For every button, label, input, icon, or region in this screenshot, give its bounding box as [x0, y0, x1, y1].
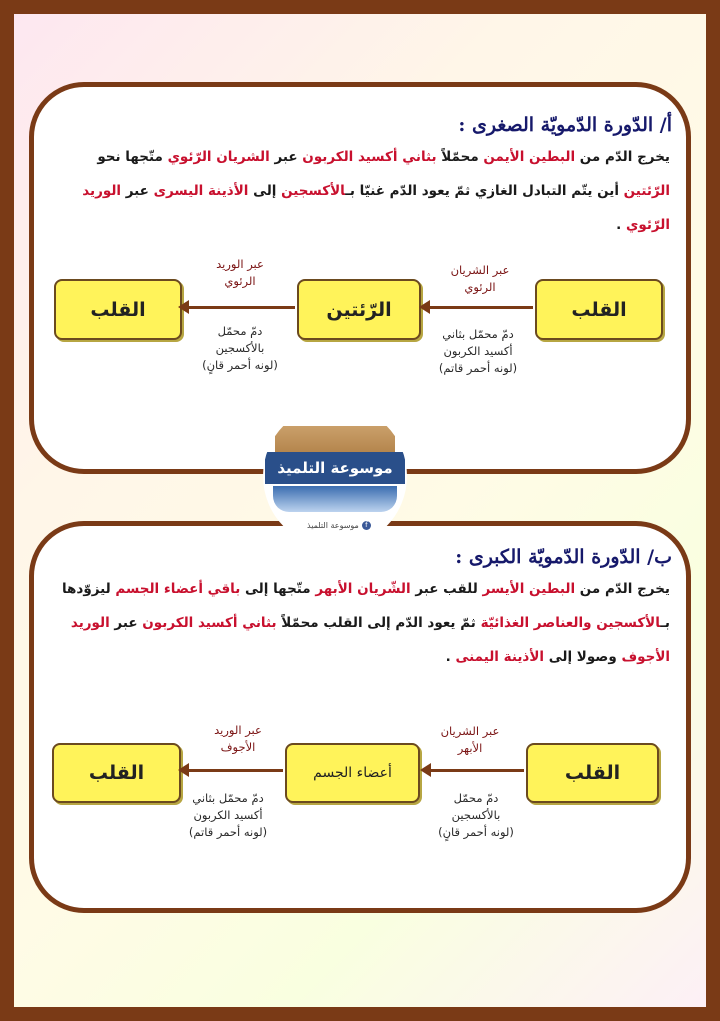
- section2-paragraph: [50, 572, 670, 674]
- diagram1-arrow2-bottom-label: دمّ محمّل بالأكسجين (لونه أحمر قانٍ): [202, 324, 278, 372]
- diagram2-heart-start: القلب: [526, 743, 659, 803]
- section1-para-segment: الشريان الرّئوي: [167, 149, 270, 165]
- section2-title: ب/ الدّورة الدّمويّة الكبرى :: [455, 546, 672, 568]
- section1-para-segment: محمّلاً: [436, 149, 484, 165]
- section2-para-segment: الوريد الأجوف: [70, 615, 670, 665]
- section1-para-segment: إلى: [248, 183, 282, 199]
- section1-paragraph: [50, 140, 670, 242]
- section1-para-segment: أين يتّم التبادل الغازي ثمّ يعود الدّم غنيّا بـ: [345, 183, 624, 199]
- diagram2-body-organs: أعضاء الجسم: [285, 743, 420, 803]
- section2-para-segment: الأكسجين والعناصر الغذائيّة: [480, 615, 661, 631]
- diagram2-arrow2-bottom-label: دمّ محمّل بثاني أكسيد الكربون (لونه أحمر قاتم): [188, 791, 268, 839]
- section1-title: أ/ الدّورة الدّمويّة الصغرى :: [458, 114, 672, 136]
- section1-para-segment: عبر: [269, 149, 303, 165]
- site-logo: [263, 404, 407, 548]
- logo-text: موسوعة التلميذ: [277, 459, 393, 477]
- section2-para-segment: البطين الأيسر: [482, 581, 576, 597]
- section2-para-segment: الشّريان الأبهر: [315, 581, 411, 597]
- section1-para-segment: البطين الأيمن: [483, 149, 576, 165]
- diagram1-arrow1-bottom-label: دمّ محمّل بثاني أكسيد الكربون (لونه أحمر قاتم): [438, 327, 518, 375]
- diagram1-arrow-vein: [187, 306, 295, 309]
- diagram1-lungs: الرّئتين: [297, 279, 421, 340]
- diagram2-heart-end: القلب: [52, 743, 181, 803]
- diagram2-arrow-vena-cava: [187, 769, 283, 772]
- section2-para-segment: للقب عبر: [410, 581, 483, 597]
- logo-facebook-tag: [307, 521, 371, 530]
- section2-para-segment: باقي أعضاء الجسم: [115, 581, 241, 597]
- section2-para-segment: يخرج الدّم من: [575, 581, 670, 597]
- diagram1-heart-end: القلب: [54, 279, 182, 340]
- section1-para-segment: الأكسجين: [281, 183, 346, 199]
- diagram2-arrow-aorta: [429, 769, 524, 772]
- section1-para-segment: يخرج الدّم من: [575, 149, 670, 165]
- section2-para-segment: عبر: [109, 615, 143, 631]
- diagram2-arrow1-bottom-label: دمّ محمّل بالأكسجين (لونه أحمر قانٍ): [438, 791, 514, 839]
- diagram1-arrow-artery: [428, 306, 533, 309]
- section1-para-segment: عبر: [121, 183, 154, 199]
- section1-para-segment: متّجها نحو: [97, 149, 168, 165]
- facebook-icon: f: [362, 521, 371, 530]
- section1-para-segment: بثاني أكسيد الكربون: [302, 149, 437, 165]
- section2-para-segment: ثمّ يعود الدّم إلى القلب محمّلاً: [276, 615, 481, 631]
- logo-small-text: موسوعة التلميذ: [307, 521, 359, 530]
- section2-para-segment: ليزوّدها بـ: [61, 581, 670, 631]
- book-base-shape: [273, 486, 397, 512]
- diagram1-arrow2-top-label: عبر الوريد الرئوي: [216, 257, 264, 288]
- section1-para-segment: الوريد الرّئوي: [82, 183, 670, 233]
- section2-para-segment: متّجها إلى: [240, 581, 316, 597]
- section1-para-segment: .: [616, 217, 626, 233]
- diagram2-arrow2-top-label: عبر الوريد الأجوف: [214, 723, 262, 754]
- section2-para-segment: .: [445, 649, 456, 665]
- diagram1-arrow1-top-label: عبر الشريان الرئوي: [450, 263, 510, 294]
- logo-banner: [265, 452, 405, 484]
- diagram1-heart-start: القلب: [535, 279, 663, 340]
- diagram2-arrow1-top-label: عبر الشريان الأبهر: [440, 724, 500, 755]
- section2-para-segment: بثاني أكسيد الكربون: [142, 615, 277, 631]
- section2-para-segment: الأذينة اليمنى: [455, 649, 545, 665]
- section1-para-segment: الأذينة اليسرى: [153, 183, 249, 199]
- section2-para-segment: وصولا إلى: [544, 649, 622, 665]
- section1-para-segment: الرّئتين: [623, 183, 670, 199]
